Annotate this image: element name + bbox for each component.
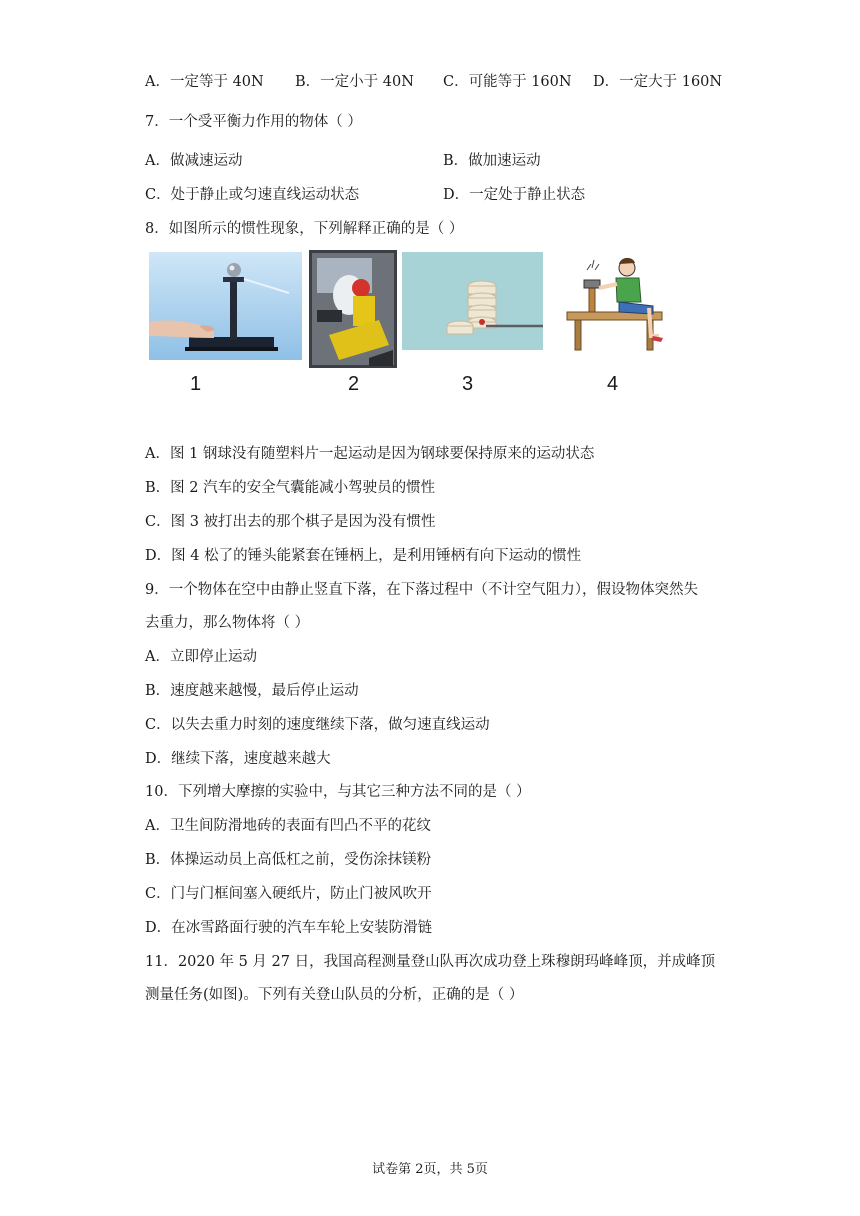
- q8-option-a: A．图 1 钢球没有随塑料片一起运动是因为钢球要保持原来的运动状态: [145, 446, 595, 462]
- q10-option-d: D．在冰雪路面行驶的汽车车轮上安装防滑链: [145, 920, 433, 936]
- q8-stem: 8．如图所示的惯性现象，下列解释正确的是（ ）: [145, 221, 464, 237]
- q9-option-c: C．以失去重力时刻的速度继续下落，做匀速直线运动: [145, 717, 490, 733]
- q6-option-b: B．一定小于 40N: [295, 74, 414, 90]
- figure-2-airbag-image: [309, 250, 397, 368]
- figure-1-label: 1: [190, 373, 202, 395]
- figure-1-ball-card-image: [149, 252, 302, 360]
- q7-option-c: C．处于静止或匀速直线运动状态: [145, 187, 360, 203]
- q7-stem: 7．一个受平衡力作用的物体（ ）: [145, 114, 362, 130]
- q8-option-d: D．图 4 松了的锤头能紧套在锤柄上，是利用锤柄有向下运动的惯性: [145, 548, 582, 564]
- q9-option-d: D．继续下落，速度越来越大: [145, 751, 331, 767]
- q7-option-a: A．做减速运动: [145, 153, 243, 169]
- q7-option-d: D．一定处于静止状态: [443, 187, 586, 203]
- q7-option-b: B．做加速运动: [443, 153, 541, 169]
- q8-figures: [149, 250, 679, 400]
- q10-option-b: B．体操运动员上高低杠之前，受伤涂抹镁粉: [145, 852, 432, 868]
- figure-4-label: 4: [607, 373, 619, 395]
- q8-option-b: B．图 2 汽车的安全气囊能减小驾驶员的惯性: [145, 480, 436, 496]
- q6-option-c: C．可能等于 160N: [443, 74, 572, 90]
- q6-option-d: D．一定大于 160N: [593, 74, 723, 90]
- q9-stem-line2: 去重力，那么物体将（ ）: [145, 615, 310, 631]
- q9-stem-line1: 9．一个物体在空中由静止竖直下落，在下落过程中（不计空气阻力），假设物体突然失: [145, 582, 698, 598]
- q10-stem: 10．下列增大摩擦的实验中，与其它三种方法不同的是（ ）: [145, 784, 531, 800]
- q10-option-c: C．门与门框间塞入硬纸片，防止门被风吹开: [145, 886, 432, 902]
- figure-4-hammer-image: [561, 250, 671, 355]
- q8-option-c: C．图 3 被打出去的那个棋子是因为没有惯性: [145, 514, 436, 530]
- q11-stem-line1: 11．2020 年 5 月 27 日，我国高程测量登山队再次成功登上珠穆朗玛峰峰顶，并成峰顶: [145, 954, 716, 970]
- q9-option-a: A．立即停止运动: [145, 649, 257, 665]
- page-footer: 试卷第 2页，共 5页: [372, 1162, 488, 1177]
- q9-option-b: B．速度越来越慢，最后停止运动: [145, 683, 359, 699]
- q11-stem-line2: 测量任务(如图)。下列有关登山队员的分析，正确的是（ ）: [145, 987, 524, 1003]
- q6-option-a: A．一定等于 40N: [145, 74, 264, 90]
- figure-3-label: 3: [462, 373, 474, 395]
- q6-options: [145, 72, 725, 92]
- q10-option-a: A．卫生间防滑地砖的表面有凹凸不平的花纹: [145, 818, 431, 834]
- figure-2-label: 2: [348, 373, 360, 395]
- figure-3-checkers-image: [402, 252, 543, 350]
